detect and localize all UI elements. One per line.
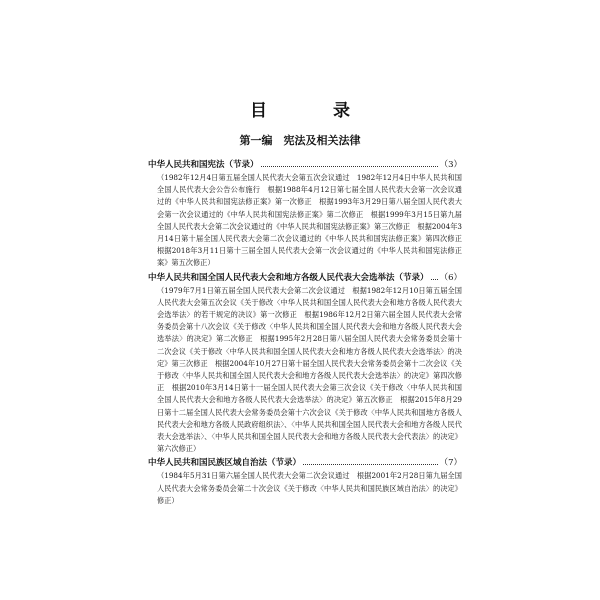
- toc-entry-page[interactable]: （6）: [439, 272, 462, 283]
- toc-entry-title[interactable]: 中华人民共和国宪法（节录）: [148, 160, 259, 170]
- toc-entry-note: （1979年7月1日第五届全国人民代表大会第二次会议通过 根据1982年12月10日第五届全国人民代表大会第五次会议《关于修改〈中华人民共和国全国人民代表大会和地方各级人民代表大会选举法〉的若干规定的决议》第一次修正 根据1986年12月2日第六届全国人民代表大会常务委员会第十八次会议《关于修改〈中华人民共和国全国人民代表大会和地方各级人民代表大会选举法〉的决定》第二次修正 根据1995年2月28日第八届全国人民代表大会常务委员会第十二次会议《关于修改〈中华人民共和国全国人民代表大会和地方各级人民代表大会选举法〉的决定》第三次修正 根据2004年10月27日第十届全国人民代表大会常务委员会第十二次会议《关于修改〈中华人民共和国全国人民代表大会和地方各级人民代表大会选举法〉的决定》第四次修正 根据2010年3月14日第十一届全国人民代表大会第三次会议《关于修改〈中华人民共和国全国人民代表大会和地方各级人民代表大会选举法〉的决定》第五次修正 根据2015年8月29日第十二届全国人民代表大会常务委员会第十六次会议《关于修改〈中华人民共和国地方各级人民代表大会和地方各级人民政府组织法〉、〈中华人民共和国全国人民代表大会和地方各级人民代表大会选举法〉、〈中华人民共和国全国人民代表大会和地方各级人民代表大会代表法〉的决定》第六次修正）: [157, 285, 462, 454]
- toc-entries: [148, 158, 470, 508]
- toc-entry-head[interactable]: [148, 271, 462, 285]
- toc-entry-head[interactable]: [148, 456, 462, 470]
- toc-entry-page[interactable]: （7）: [439, 458, 462, 469]
- toc-entry: [148, 456, 462, 507]
- page-title: 目 录: [250, 101, 380, 121]
- toc-entry-page[interactable]: （3）: [439, 160, 462, 170]
- leader-dots: [303, 456, 438, 465]
- toc-entry-title[interactable]: 中华人民共和国全国人民代表大会和地方各级人民代表大会选举法（节录）: [148, 272, 429, 283]
- toc-entry-title[interactable]: 中华人民共和国民族区域自治法（节录）: [148, 458, 302, 469]
- toc-entry: [148, 158, 470, 270]
- part-title: 第一编 宪法及相关法律: [239, 134, 361, 147]
- toc-entry-note: （1982年12月4日第五届全国人民代表大会第五次会议通过 1982年12月4日中华人民共和国全国人民代表大会公告公布施行 根据1988年4月12日第七届全国人民代表大会第一次会议通过的《中华人民共和国宪法修正案》第一次修正 根据1993年3月29日第八届全国人民代表大会第一次会议通过的《中华人民共和国宪法修正案》第二次修正 根据1999年3月15日第九届全国人民代表大会第二次会议通过的《中华人民共和国宪法修正案》第三次修正 根据2004年3月14日第十届全国人民代表大会第二次会议通过的《中华人民共和国宪法修正案》第四次修正 根据2018年3月11日第十三届全国人民代表大会第一次会议通过的《中华人民共和国宪法修正案》第五次修正）: [157, 173, 470, 268]
- toc-entry-head[interactable]: [148, 158, 462, 172]
- toc-entry: [148, 271, 462, 456]
- leader-dots: [431, 271, 438, 280]
- toc-entry-note: （1984年5月31日第六届全国人民代表大会第二次会议通过 根据2001年2月28日第九届全国人民代表大会常务委员会第二十次会议《关于修改〈中华人民共和国民族区域自治法〉的决定》修正）: [157, 471, 462, 505]
- leader-dots: [261, 158, 438, 167]
